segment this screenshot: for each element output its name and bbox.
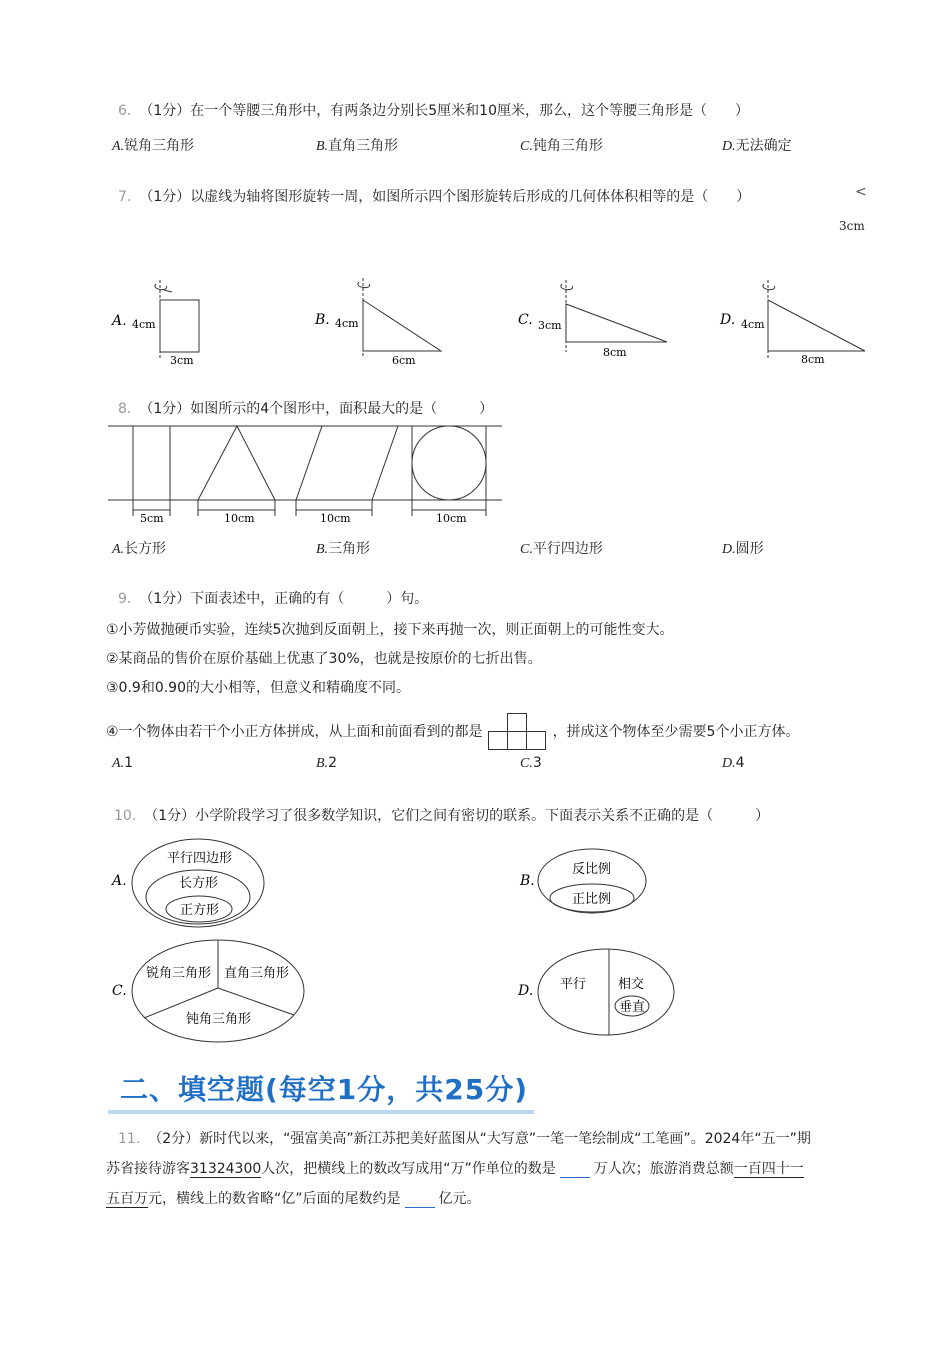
question-number: 8.: [118, 401, 132, 417]
figure-label: D.: [720, 312, 736, 328]
width-label: 8cm: [801, 353, 825, 366]
figure-b[interactable]: [314, 278, 441, 367]
question-text: （2分）新时代以来，“强富美高”新江苏把美好蓝图从“大写意”一笔一笔绘制成“工笔画”。2024年“五一”期: [148, 1131, 811, 1147]
section-title: 二、填空题(每空1分，共25分): [120, 1073, 529, 1106]
question-9: [118, 588, 428, 608]
question-text: （1分）以虚线为轴将图形旋转一周，如图所示四个图形旋转后形成的几何体体积相等的是（ ）: [139, 189, 751, 205]
q8-figure: [100, 420, 510, 528]
svg-text:C.: C.: [112, 983, 127, 999]
q10-diagrams: [100, 835, 700, 1045]
outer-ellipse: [538, 949, 674, 1035]
rotation-arrow-icon: [358, 282, 370, 288]
svg-text:B.: B.: [520, 873, 535, 889]
q7-figures: [100, 270, 865, 375]
question-number: 9.: [118, 591, 132, 607]
figure-label: C.: [518, 312, 533, 328]
statement-3: ③0.9和0.90的大小相等，但意义和精确度不同。: [106, 680, 410, 696]
rotation-arrow-head: [164, 290, 172, 292]
statement-4: ④一个物体由若干个小正方体拼成，从上面和前面看到的都是 ，拼成这个物体至少需要5个小正方体。: [106, 712, 799, 752]
statement-2: ②某商品的售价在原价基础上优惠了30%，也就是按原价的七折出售。: [106, 651, 542, 667]
side-mark: <: [855, 184, 867, 200]
circle-shape[interactable]: [412, 426, 486, 500]
question-11-line-2: 苏省接待游客31324300人次，把横线上的数改写成用“万”作单位的数是 万人次；旅游消费总额一百四十一: [106, 1161, 804, 1177]
figure-label: A.: [112, 313, 127, 329]
triangle-shape: [363, 300, 441, 351]
figure-d[interactable]: [719, 280, 865, 366]
question-11-line-3: 五百万元，横线上的数省略“亿”后面的尾数约是 亿元。: [106, 1191, 481, 1207]
side-label: 3cm: [839, 219, 865, 233]
diagram-b[interactable]: [519, 849, 646, 913]
height-label: 4cm: [741, 318, 765, 331]
question-text: （1分）在一个等腰三角形中，有两条边分别长5厘米和10厘米，那么，这个等腰三角形是（ ）: [139, 103, 749, 119]
option-c[interactable]: C.3: [520, 755, 542, 771]
answer-blank[interactable]: [560, 1163, 590, 1178]
question-number: 11.: [118, 1131, 141, 1147]
svg-text:钝角三角形: 钝角三角形: [186, 1012, 252, 1027]
svg-text:A.: A.: [112, 873, 127, 889]
question-11: [118, 1128, 811, 1148]
question-number: 7.: [118, 189, 132, 205]
answer-blank[interactable]: [405, 1193, 435, 1208]
svg-text:长方形: 长方形: [179, 876, 219, 891]
option-b[interactable]: B.三角形: [316, 541, 371, 557]
dim-label: 5cm: [140, 512, 164, 525]
question-7: [118, 186, 750, 206]
diagram-a[interactable]: [110, 839, 264, 927]
svg-text:正比例: 正比例: [572, 892, 612, 907]
svg-text:相交: 相交: [618, 977, 645, 992]
rotation-arrow-icon: [763, 284, 775, 290]
svg-text:平行四边形: 平行四边形: [167, 851, 233, 866]
width-label: 3cm: [170, 354, 194, 367]
underlined-number: 一百四十一: [733, 1161, 804, 1177]
question-text: （1分）下面表述中，正确的有（ ）句。: [139, 591, 429, 607]
question-text: （1分）小学阶段学习了很多数学知识，它们之间有密切的联系。下面表示关系不正确的是（ ）: [144, 808, 770, 824]
svg-text:锐角三角形: 锐角三角形: [146, 966, 212, 981]
question-6: [118, 100, 749, 120]
svg-text:正方形: 正方形: [180, 903, 220, 918]
question-8: [118, 398, 493, 418]
figure-label: B.: [315, 312, 330, 328]
question-number: 6.: [118, 103, 132, 119]
option-b[interactable]: B.直角三角形: [316, 138, 399, 154]
svg-text:反比例: 反比例: [572, 862, 612, 877]
rotation-arrow-icon: [561, 284, 573, 290]
underlined-number: 五百万: [106, 1191, 148, 1207]
question-10: [114, 805, 769, 825]
figure-c[interactable]: [518, 280, 667, 359]
svg-text:D.: D.: [518, 983, 534, 999]
option-c[interactable]: C.平行四边形: [520, 541, 603, 557]
figure-a[interactable]: [110, 280, 199, 367]
height-label: 3cm: [538, 319, 562, 332]
height-label: 4cm: [335, 317, 359, 330]
question-number: 10.: [114, 808, 137, 824]
underlined-number: 31324300: [190, 1161, 262, 1177]
option-a[interactable]: A.锐角三角形: [112, 138, 195, 154]
option-d[interactable]: D.无法确定: [722, 138, 792, 154]
dim-label: 10cm: [320, 512, 351, 525]
option-b[interactable]: B.2: [316, 755, 337, 771]
diagram-c[interactable]: [112, 940, 304, 1042]
svg-text:直角三角形: 直角三角形: [224, 966, 290, 981]
svg-text:平行: 平行: [560, 977, 587, 992]
option-a[interactable]: A.1: [112, 755, 133, 771]
rectangle-shape[interactable]: [133, 426, 170, 500]
triangle-shape: [768, 300, 865, 351]
dim-label: 10cm: [224, 512, 255, 525]
width-label: 6cm: [392, 354, 416, 367]
section-underline: [108, 1110, 534, 1114]
height-label: 4cm: [132, 318, 156, 331]
parallelogram-shape[interactable]: [296, 426, 398, 500]
svg-text:垂直: 垂直: [619, 1000, 646, 1015]
option-a[interactable]: A.长方形: [112, 541, 167, 557]
triangle-shape: [566, 304, 667, 342]
cube-view-figure: [487, 712, 549, 752]
diagram-d[interactable]: [517, 949, 674, 1035]
option-c[interactable]: C.钝角三角形: [520, 138, 603, 154]
triangle-shape[interactable]: [198, 426, 275, 500]
statement-1: ①小芳做抛硬币实验，连续5次抛到反面朝上，接下来再抛一次，则正面朝上的可能性变大。: [106, 622, 674, 638]
option-d[interactable]: D.圆形: [722, 541, 764, 557]
dim-label: 10cm: [436, 512, 467, 525]
option-d[interactable]: D.4: [722, 755, 745, 771]
width-label: 8cm: [603, 346, 627, 359]
rotation-arrow-icon: [155, 284, 167, 290]
question-text: （1分）如图所示的4个图形中，面积最大的是（ ）: [139, 401, 494, 417]
rectangle-shape: [160, 300, 199, 352]
